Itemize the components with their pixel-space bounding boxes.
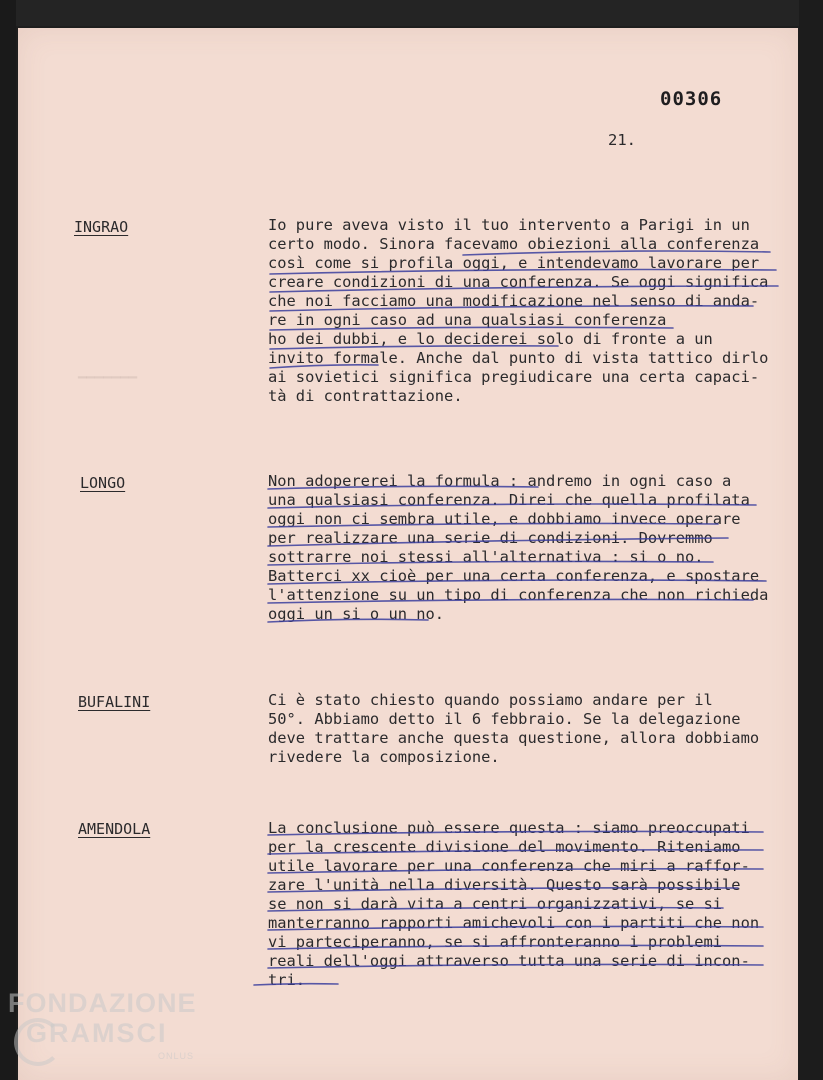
speech-line: deve trattare anche questa questione, allora dobbiamo	[268, 729, 760, 747]
speech-line: rivedere la composizione.	[268, 748, 500, 766]
watermark-line-3: ONLUS	[158, 1051, 195, 1061]
speech-block	[268, 819, 788, 990]
speech-line: manterranno rapporti amichevoli con i partiti che non	[268, 914, 760, 932]
scanner-border-right	[799, 0, 823, 1080]
speech-line: che noi facciamo una modificazione nel senso di anda-	[268, 292, 760, 310]
speech-line: tà di contrattazione.	[268, 387, 463, 405]
speech-line: Non adopererei la formula : andremo in ogni caso a	[268, 472, 732, 490]
speech-line: certo modo. Sinora facevamo obiezioni alla conferenza	[268, 235, 760, 253]
speech-block	[268, 216, 788, 406]
speech-line: per la crescente divisione del movimento. Riteniamo	[268, 838, 741, 856]
bleed-through-text: ▁▁▁▁▁▁▁	[78, 363, 138, 379]
speech-line: Ci è stato chiesto quando possiamo andare per il	[268, 691, 713, 709]
watermark-line-2: GRAMSCI	[26, 1018, 168, 1048]
speech-line: tri.	[268, 971, 306, 989]
speech-line: re in ogni caso ad una qualsiasi conferenza	[268, 311, 667, 329]
speech-line: sottrarre noi stessi all'alternativa : si o no.	[268, 548, 704, 566]
speech-line: invito formale. Anche dal punto di vista tattico dirlo	[268, 349, 769, 367]
document-number: 00306	[660, 88, 723, 110]
speech-line: una qualsiasi conferenza. Direi che quella profilata	[268, 491, 750, 509]
speech-line: La conclusione può essere questa : siamo preoccupati	[268, 819, 750, 837]
speech-block	[268, 472, 788, 624]
speech-line: se non si darà vita a centri organizzativi, se si	[268, 895, 723, 913]
speech-line: zare l'unità nella diversità. Questo sarà possibile	[268, 876, 741, 894]
speech-line: 50°. Abbiamo detto il 6 febbraio. Se la delegazione	[268, 710, 741, 728]
speech-line: vi parteciperanno, se si affronteranno i problemi	[268, 933, 723, 951]
speaker-name: BUFALINI	[78, 693, 151, 711]
archive-watermark	[8, 988, 197, 1061]
speech-line: oggi un si o un no.	[268, 605, 445, 623]
speaker-name: AMENDOLA	[78, 820, 151, 838]
speech-line: l'attenzione su un tipo di conferenza che non richieda	[268, 586, 769, 604]
speech-line: per realizzare una serie di condizioni. Dovremmo	[268, 529, 713, 547]
watermark-line-1: FONDAZIONE	[8, 988, 197, 1018]
speech-line: Batterci xx cioè per una certa conferenza, e spostare	[268, 567, 760, 585]
speech-line: reali dell'oggi attraverso tutta una serie di incon-	[268, 952, 750, 970]
speech-line: Io pure aveva visto il tuo intervento a Parigi in un	[268, 216, 750, 234]
speech-line: utile lavorare per una conferenza che miri a raffor-	[268, 857, 750, 875]
speaker-name: LONGO	[80, 474, 126, 492]
speech-block	[268, 691, 788, 767]
speech-line: oggi non ci sembra utile, e dobbiamo invece operare	[268, 510, 741, 528]
speaker-name: INGRAO	[74, 218, 129, 236]
page-number: 21.	[608, 131, 636, 149]
document-page	[8, 28, 798, 1080]
scanner-border-top	[0, 0, 823, 26]
speech-line: creare condizioni di una conferenza. Se oggi significa	[268, 273, 769, 291]
speech-line: così come si profila oggi, e intendevamo lavorare per	[268, 254, 760, 272]
scanner-border-left	[0, 0, 16, 1080]
speech-line: ai sovietici significa pregiudicare una certa capaci-	[268, 368, 760, 386]
speech-line: ho dei dubbi, e lo deciderei solo di fronte a un	[268, 330, 713, 348]
